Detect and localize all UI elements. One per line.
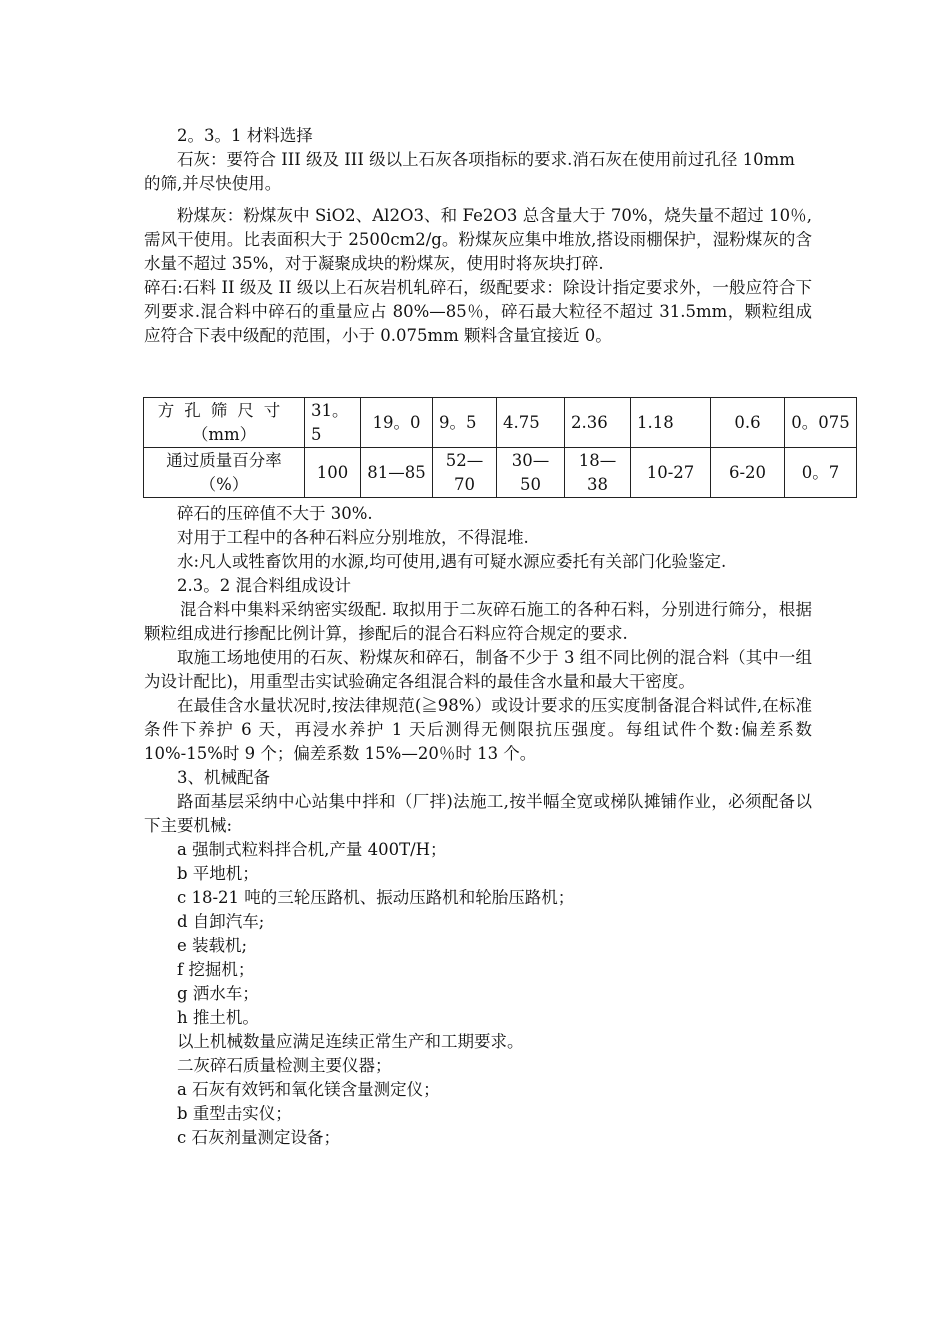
table-cell: 0.6 <box>711 398 785 448</box>
lime-paragraph-continued: 的筛,并尽快使用。 <box>144 174 282 193</box>
list-item: h 推土机。 <box>177 1008 259 1027</box>
table-cell: 52—70 <box>433 448 497 498</box>
table-row <box>144 398 857 448</box>
table-cell: 1.18 <box>631 398 711 448</box>
table-cell: 0。7 <box>785 448 857 498</box>
table-cell: 2.36 <box>565 398 631 448</box>
list-item: c 18-21 吨的三轮压路机、振动压路机和轮胎压路机； <box>177 888 575 907</box>
water-text: 水:凡人或牲畜饮用的水源,均可使用,遇有可疑水源应委托有关部门化验鉴定. <box>177 552 727 571</box>
table-cell: 10-27 <box>631 448 711 498</box>
instruments-heading: 二灰碎石质量检测主要仪器； <box>177 1056 392 1075</box>
table-row <box>144 448 857 498</box>
list-item: g 洒水车； <box>177 984 259 1003</box>
flyash-paragraph: 粉煤灰：粉煤灰中 SiO2、Al2O3、和 Fe2O3 总含量大于 70%，烧失量不超过 10％,需风干使用。比表面积大于 2500cm2/g。粉煤灰应集中堆放,搭设雨棚保护，湿粉煤灰的含水量不超过 35%，对于凝聚成块的粉煤灰，使用时将灰块打碎. <box>144 206 812 273</box>
materials-section <box>144 124 812 348</box>
section-heading-2-3-2: 2.3。2 混合料组成设计 <box>177 576 351 595</box>
gravel-paragraph: 碎石:石料 II 级及 II 级以上石灰岩机轧碎石，级配要求：除设计指定要求外，一般应符合下列要求.混合料中碎石的重量应占 80%—85％，碎石最大粒径不超过 31.5mm，颗粒组成应符合下表中级配的范围，小于 0.075mm 颗料含量宜接近 0。 <box>144 278 812 345</box>
pass-rate-header: 通过质量百分率 （%） <box>144 448 305 498</box>
section-heading-2-3-1: 2。3。1 材料选择 <box>177 126 313 145</box>
list-item: c 石灰剂量测定设备； <box>177 1128 340 1147</box>
list-item: a 石灰有效钙和氧化镁含量测定仪； <box>177 1080 440 1099</box>
list-item: a 强制式粒料拌合机,产量 400T/H； <box>177 840 447 859</box>
table-cell: 31。5 <box>305 398 361 448</box>
mix-design-paragraph-2: 取施工场地使用的石灰、粉煤灰和碎石，制备不少于 3 组不同比例的混合料（其中一组为设计配比)，用重型击实试验确定各组混合料的最佳含水量和最大干密度。 <box>144 648 812 691</box>
table-cell: 9。5 <box>433 398 497 448</box>
table-cell: 6-20 <box>711 448 785 498</box>
mix-design-paragraph-1: 混合料中集料采纳密实级配. 取拟用于二灰碎石施工的各种石料，分别进行筛分，根据颗粒组成进行掺配比例计算，掺配后的混合石料应符合规定的要求. <box>144 600 812 643</box>
list-item: b 平地机； <box>177 864 259 883</box>
table-cell: 100 <box>305 448 361 498</box>
crush-value-text: 碎石的压碎值不大于 30%. <box>177 504 373 523</box>
table-cell: 18—38 <box>565 448 631 498</box>
body-section <box>144 502 812 1150</box>
table-cell: 4.75 <box>497 398 565 448</box>
gradation-table <box>143 397 857 498</box>
sieve-size-header: 方孔筛尺寸 （mm） <box>144 398 305 448</box>
mix-design-paragraph-3: 在最佳含水量状况时,按法律规范(≧98%）或设计要求的压实度制备混合料试件,在标准条件下养护 6 天，再浸水养护 1 天后测得无侧限抗压强度。每组试件个数:偏差系数 10%-15%时 9 个；偏差系数 15%—20％时 13 个。 <box>144 696 812 763</box>
machinery-intro: 路面基层采纳中心站集中拌和（厂拌)法施工,按半幅全宽或梯队摊铺作业，必须配备以下主要机械: <box>144 792 812 835</box>
table-cell: 30—50 <box>497 448 565 498</box>
list-item: b 重型击实仪； <box>177 1104 292 1123</box>
section-heading-3: 3、机械配备 <box>177 768 270 787</box>
table-cell: 19。0 <box>361 398 433 448</box>
list-item: e 装载机; <box>177 936 248 955</box>
stacking-text: 对用于工程中的各种石料应分别堆放，不得混堆. <box>177 528 529 547</box>
list-item: d 自卸汽车; <box>177 912 265 931</box>
table-cell: 0。075 <box>785 398 857 448</box>
machinery-outro: 以上机械数量应满足连续正常生产和工期要求。 <box>177 1032 524 1051</box>
table-cell: 81—85 <box>361 448 433 498</box>
lime-paragraph: 石灰：要符合 III 级及 III 级以上石灰各项指标的要求.消石灰在使用前过孔径 10mm <box>177 150 795 169</box>
list-item: f 挖掘机； <box>177 960 255 979</box>
